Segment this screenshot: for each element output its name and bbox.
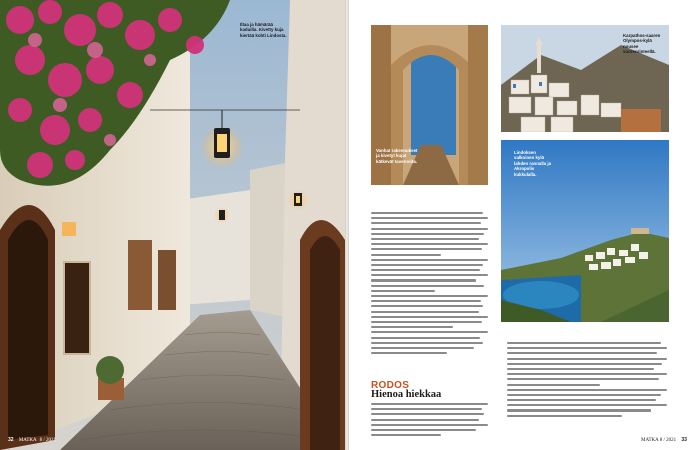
right-folio [641,437,687,443]
alley-photo [0,0,345,450]
archway-caption: Vanhat rakennukset ja kivetyt kujat kätkevät tavernoita. [376,148,418,164]
folio-magazine: MATKA [18,438,37,443]
body-column-1-continued [371,403,488,439]
lindos-caption: Lindoksen valkoinen kylä lahden rannalla ja Akropolis kukkulalla. [514,150,552,177]
folio-page-number: 33 [681,437,687,443]
body-column-2 [507,342,667,420]
right-page [349,0,694,450]
folio-issue: 8 / 2021 [659,438,677,443]
subhead-title: Hienoa hiekkaa [371,389,442,400]
left-page [0,0,345,450]
left-photo-caption: Iltaa ja hämärää kaduilla. Kivetty kuja kiertää kohti Lindosta. [240,22,287,38]
olympos-caption: Karpathos-saaren Olympos-kylä nousee vuorenrinteellä. [623,33,661,55]
folio-magazine: MATKA [641,438,659,443]
subhead-kicker: RODOS [371,380,410,391]
body-column-1 [371,212,488,357]
folio-issue: 8 / 2021 [39,438,56,443]
left-folio [8,437,56,443]
folio-page-number: 32 [8,437,14,443]
